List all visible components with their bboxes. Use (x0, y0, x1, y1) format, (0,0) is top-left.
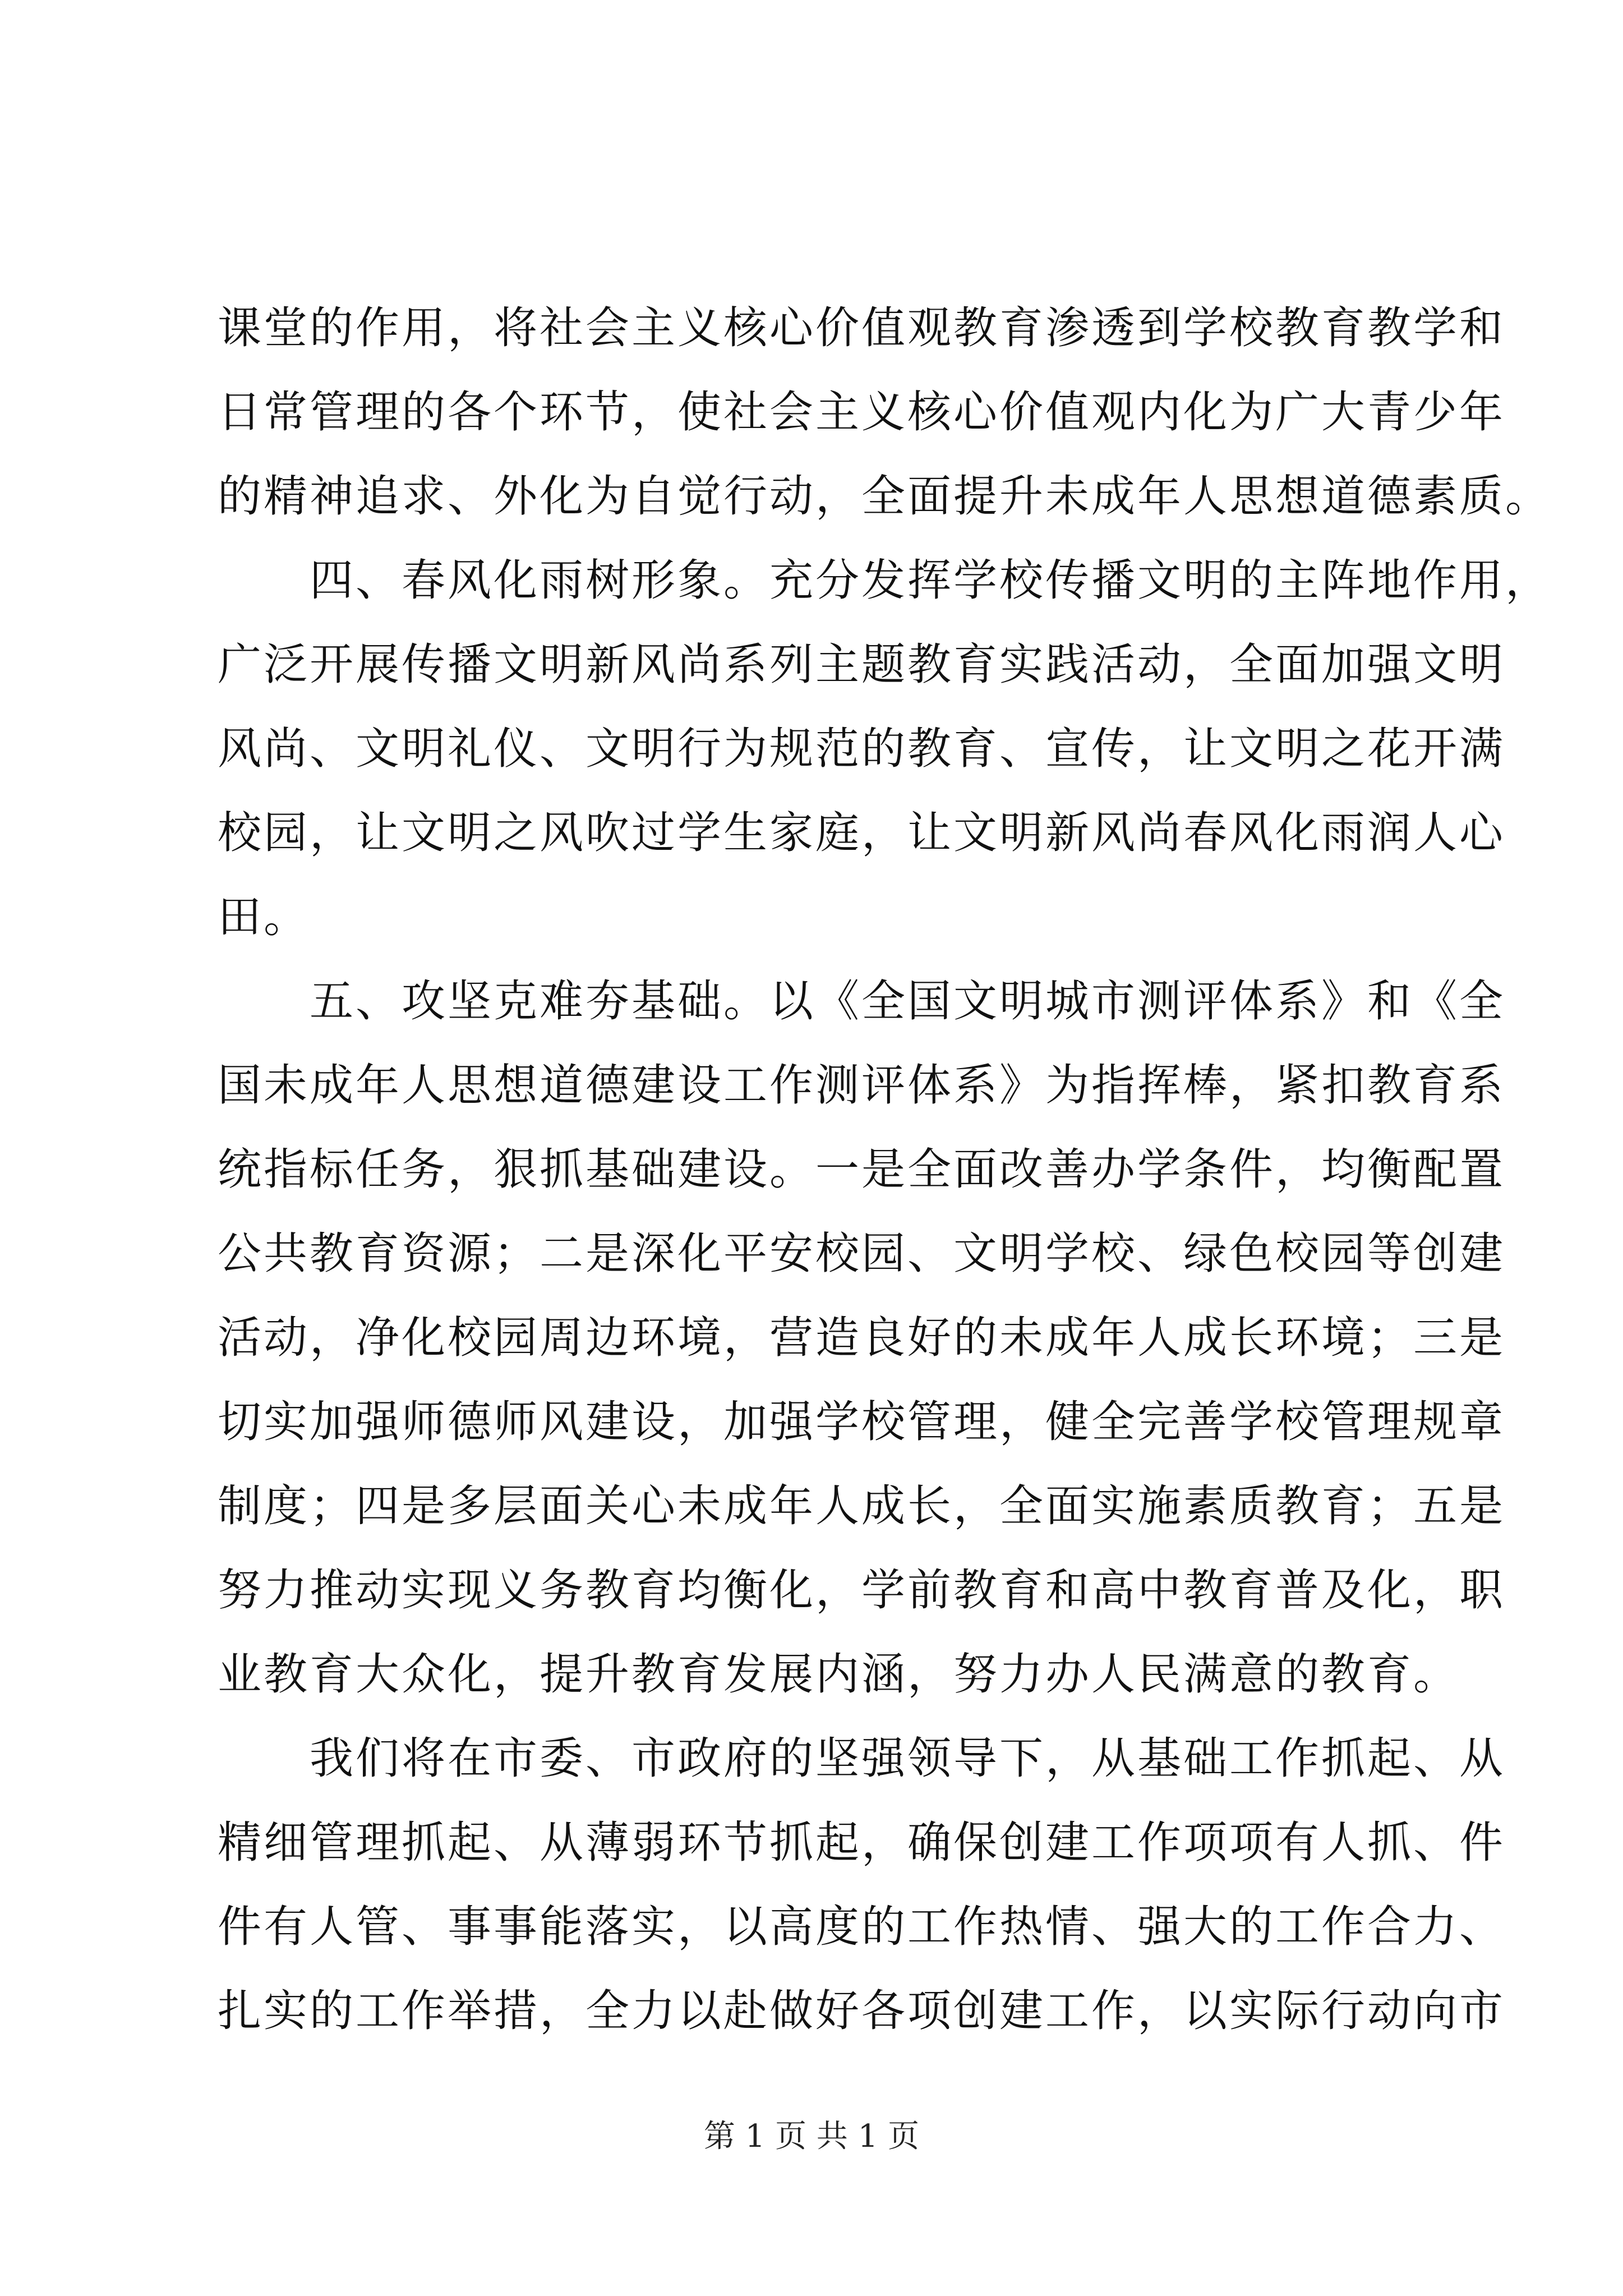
text-line: 统指标任务，狠抓基础建设。一是全面改善办学条件，均衡配置 (218, 1144, 1506, 1195)
text-line: 校园，让文明之风吹过学生家庭，让文明新风尚春风化雨润人心 (218, 808, 1506, 858)
text-line: 件有人管、事事能落实，以高度的工作热情、强大的工作合力、 (218, 1902, 1506, 1952)
text-line: 国未成年人思想道德建设工作测评体系》为指挥棒，紧扣教育系 (218, 1060, 1506, 1111)
text-line: 制度；四是多层面关心未成年人成长，全面实施素质教育；五是 (218, 1481, 1506, 1531)
text-line: 扎实的工作举措，全力以赴做好各项创建工作，以实际行动向市 (218, 1986, 1506, 2036)
document-body (218, 286, 1552, 2053)
paragraph-five-start: 五、攻坚克难夯基础。以《全国文明城市测评体系》和《全 (218, 976, 1506, 1027)
closing-paragraph-start: 我们将在市委、市政府的坚强领导下，从基础工作抓起、从 (218, 1733, 1506, 1784)
page-number-footer: 第 1 页 共 1 页 (703, 2118, 920, 2155)
text-line: 公共教育资源；二是深化平安校园、文明学校、绿色校园等创建 (218, 1228, 1506, 1279)
text-line: 业教育大众化，提升教育发展内涵，努力办人民满意的教育。 (218, 1649, 1460, 1700)
text-line: 努力推动实现义务教育均衡化，学前教育和高中教育普及化，职 (218, 1565, 1506, 1616)
text-line: 田。 (218, 892, 310, 942)
text-line: 日常管理的各个环节，使社会主义核心价值观内化为广大青少年 (218, 387, 1506, 438)
text-line: 活动，净化校园周边环境，营造良好的未成年人成长环境；三是 (218, 1313, 1506, 1363)
text-line: 切实加强师德师风建设，加强学校管理，健全完善学校管理规章 (218, 1397, 1506, 1447)
text-line: 的精神追求、外化为自觉行动，全面提升未成年人思想道德素质。 (218, 471, 1552, 522)
text-line: 课堂的作用，将社会主义核心价值观教育渗透到学校教育教学和 (218, 303, 1506, 353)
paragraph-four-start: 四、春风化雨树形象。充分发挥学校传播文明的主阵地作用， (218, 555, 1552, 606)
text-line: 风尚、文明礼仪、文明行为规范的教育、宣传，让文明之花开满 (218, 724, 1506, 774)
text-line: 精细管理抓起、从薄弱环节抓起，确保创建工作项项有人抓、件 (218, 1818, 1506, 1868)
text-line: 广泛开展传播文明新风尚系列主题教育实践活动，全面加强文明 (218, 639, 1506, 690)
